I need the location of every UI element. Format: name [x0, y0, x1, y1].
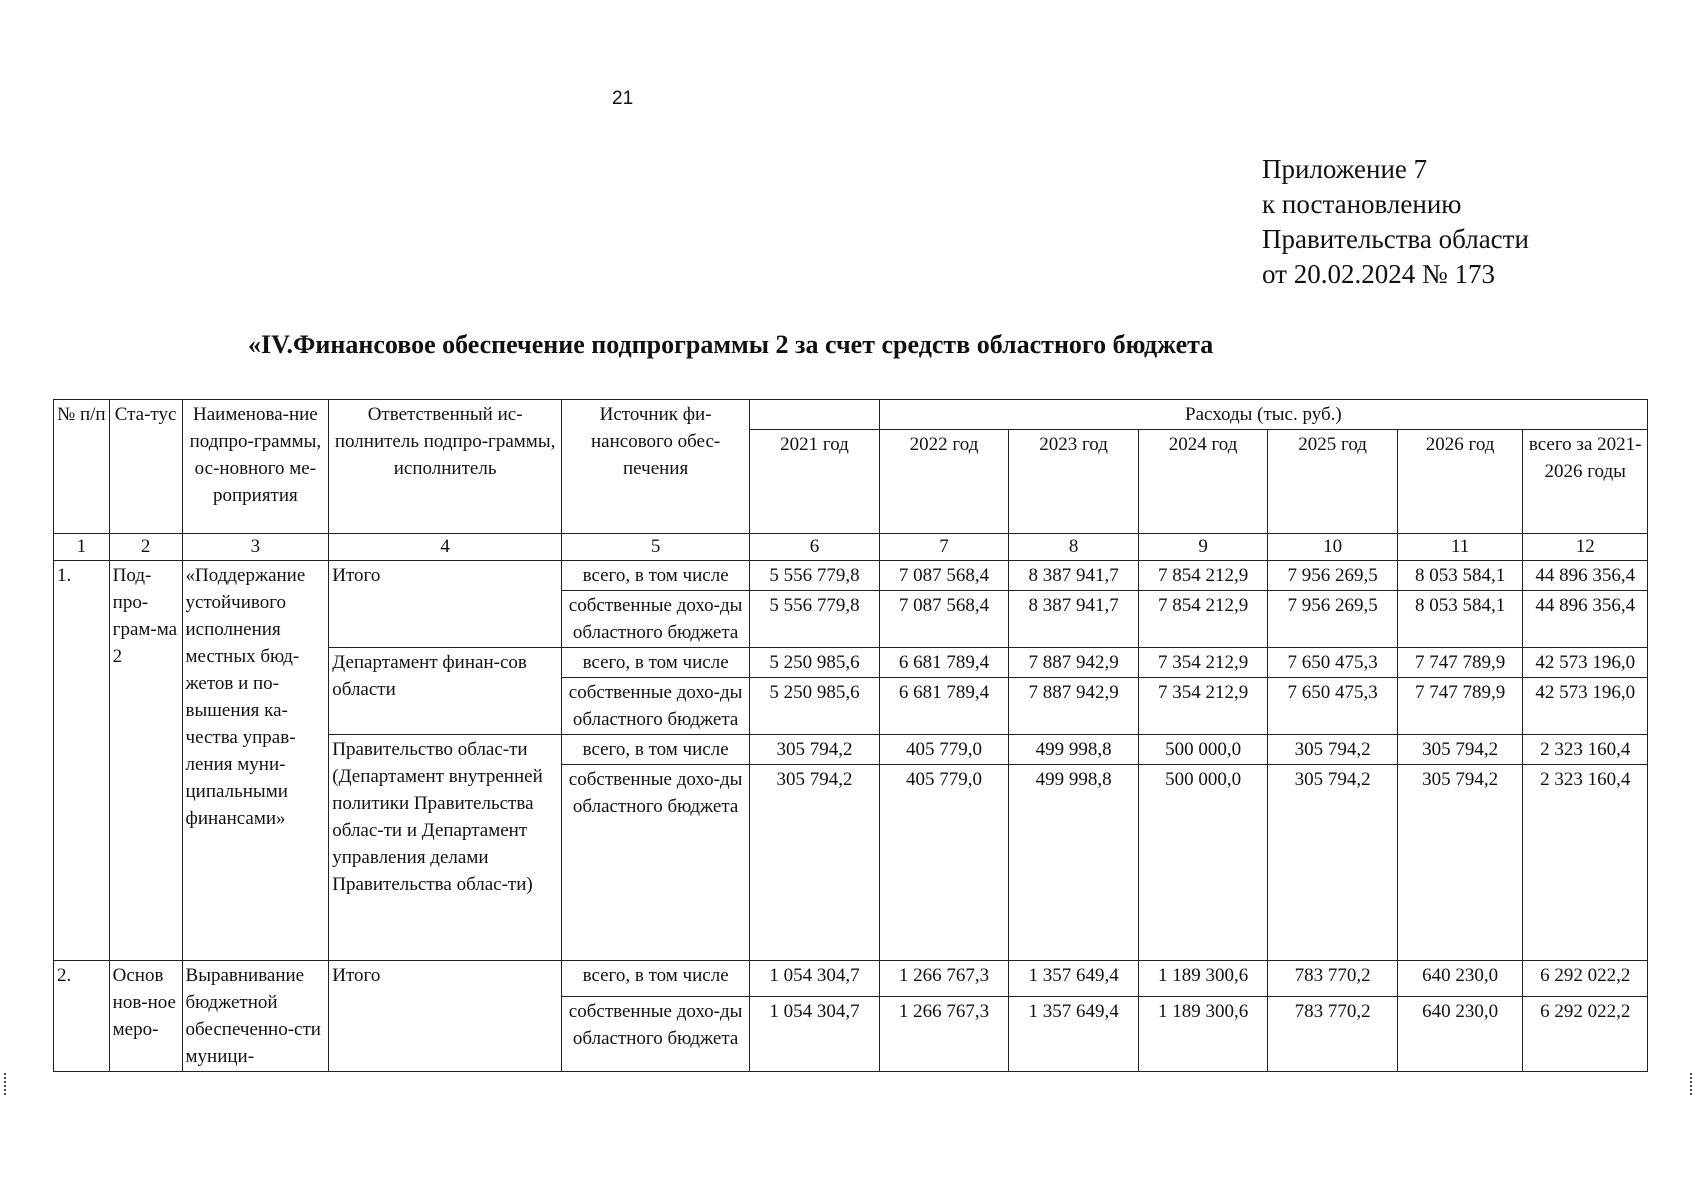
value-cell: 44 896 356,4	[1523, 561, 1648, 591]
header-num: № п/п	[54, 400, 110, 534]
row-number: 2.	[54, 961, 110, 1072]
value-cell: 7 854 212,9	[1138, 561, 1268, 591]
column-number: 7	[879, 534, 1009, 561]
scan-edge-mark	[1690, 1073, 1694, 1095]
header-blank	[750, 400, 880, 430]
column-number: 6	[750, 534, 880, 561]
value-cell: 8 387 941,7	[1009, 591, 1139, 648]
row-executor: Департамент финан-сов области	[329, 648, 562, 735]
value-cell: 1 266 767,3	[879, 961, 1009, 997]
row-source: собственные дохо-ды областного бюджета	[562, 678, 750, 735]
value-cell: 6 292 022,2	[1523, 997, 1648, 1072]
document-title: «IV.Финансовое обеспечение подпрограммы 2 за счет средств областного бюджета	[248, 330, 1214, 359]
value-cell: 305 794,2	[750, 735, 880, 765]
value-cell: 1 266 767,3	[879, 997, 1009, 1072]
row-name: «Поддержание устойчивого исполнения местных бюд-жетов и по-вышения ка-чества управ-ления муни-ципальными финансами»	[182, 561, 329, 961]
column-number: 9	[1138, 534, 1268, 561]
value-cell: 7 087 568,4	[879, 561, 1009, 591]
row-source: всего, в том числе	[562, 648, 750, 678]
row-status: Основ нов-ное меро-	[109, 961, 182, 1072]
column-number: 11	[1397, 534, 1522, 561]
row-source: собственные дохо-ды областного бюджета	[562, 765, 750, 961]
column-number: 1	[54, 534, 110, 561]
row-source: всего, в том числе	[562, 961, 750, 997]
appendix-line: Приложение 7	[1262, 154, 1428, 184]
header-status: Ста-тус	[109, 400, 182, 534]
row-executor: Итого	[329, 561, 562, 648]
value-cell: 7 887 942,9	[1009, 678, 1139, 735]
value-cell: 305 794,2	[1397, 765, 1522, 961]
row-source: собственные дохо-ды областного бюджета	[562, 997, 750, 1072]
value-cell: 500 000,0	[1138, 735, 1268, 765]
value-cell: 499 998,8	[1009, 765, 1139, 961]
header-year: 2025 год	[1268, 430, 1398, 534]
value-cell: 5 250 985,6	[750, 678, 880, 735]
value-cell: 8 387 941,7	[1009, 561, 1139, 591]
value-cell: 305 794,2	[1268, 735, 1398, 765]
value-cell: 7 354 212,9	[1138, 678, 1268, 735]
row-name: Выравнивание бюджетной обеспеченно-сти муници-	[182, 961, 329, 1072]
row-number: 1.	[54, 561, 110, 961]
row-source: собственные дохо-ды областного бюджета	[562, 591, 750, 648]
row-source: всего, в том числе	[562, 561, 750, 591]
budget-table	[53, 399, 1648, 1072]
value-cell: 7 956 269,5	[1268, 591, 1398, 648]
header-row	[54, 400, 1648, 430]
column-number: 12	[1523, 534, 1648, 561]
column-numbers-row	[54, 534, 1648, 561]
header-name: Наименова-ние подпро-граммы, ос-новного ме-роприятия	[182, 400, 329, 534]
table-row	[54, 561, 1648, 591]
value-cell: 42 573 196,0	[1523, 648, 1648, 678]
header-year: 2023 год	[1009, 430, 1139, 534]
column-number: 5	[562, 534, 750, 561]
column-number: 4	[329, 534, 562, 561]
row-status: Под-про-грам-ма 2	[109, 561, 182, 961]
value-cell: 1 054 304,7	[750, 997, 880, 1072]
header-source: Источник фи-нансового обес-печения	[562, 400, 750, 534]
value-cell: 405 779,0	[879, 765, 1009, 961]
value-cell: 7 956 269,5	[1268, 561, 1398, 591]
value-cell: 405 779,0	[879, 735, 1009, 765]
value-cell: 499 998,8	[1009, 735, 1139, 765]
header-year: 2022 год	[879, 430, 1009, 534]
header-executor: Ответственный ис-полнитель подпро-граммы, исполнитель	[329, 400, 562, 534]
appendix-block	[1262, 152, 1529, 292]
value-cell: 7 650 475,3	[1268, 648, 1398, 678]
value-cell: 5 250 985,6	[750, 648, 880, 678]
value-cell: 1 054 304,7	[750, 961, 880, 997]
column-number: 2	[109, 534, 182, 561]
header-year: 2024 год	[1138, 430, 1268, 534]
appendix-line: от 20.02.2024 № 173	[1262, 259, 1495, 289]
value-cell: 305 794,2	[1397, 735, 1522, 765]
value-cell: 783 770,2	[1268, 997, 1398, 1072]
value-cell: 42 573 196,0	[1523, 678, 1648, 735]
value-cell: 1 189 300,6	[1138, 961, 1268, 997]
row-executor: Итого	[329, 961, 562, 1072]
value-cell: 44 896 356,4	[1523, 591, 1648, 648]
value-cell: 7 887 942,9	[1009, 648, 1139, 678]
value-cell: 305 794,2	[750, 765, 880, 961]
value-cell: 1 189 300,6	[1138, 997, 1268, 1072]
header-expenses: Расходы (тыс. руб.)	[879, 400, 1647, 430]
value-cell: 7 650 475,3	[1268, 678, 1398, 735]
header-year: 2026 год	[1397, 430, 1522, 534]
header-year: 2021 год	[750, 430, 880, 534]
value-cell: 7 854 212,9	[1138, 591, 1268, 648]
value-cell: 7 747 789,9	[1397, 648, 1522, 678]
value-cell: 1 357 649,4	[1009, 961, 1139, 997]
value-cell: 500 000,0	[1138, 765, 1268, 961]
value-cell: 305 794,2	[1268, 765, 1398, 961]
table-row	[54, 961, 1648, 997]
value-cell: 6 292 022,2	[1523, 961, 1648, 997]
value-cell: 7 354 212,9	[1138, 648, 1268, 678]
value-cell: 783 770,2	[1268, 961, 1398, 997]
value-cell: 2 323 160,4	[1523, 735, 1648, 765]
value-cell: 640 230,0	[1397, 961, 1522, 997]
column-number: 8	[1009, 534, 1139, 561]
column-number: 3	[182, 534, 329, 561]
value-cell: 640 230,0	[1397, 997, 1522, 1072]
page-number: 21	[612, 88, 634, 109]
value-cell: 2 323 160,4	[1523, 765, 1648, 961]
value-cell: 5 556 779,8	[750, 591, 880, 648]
row-source: всего, в том числе	[562, 735, 750, 765]
appendix-line: Правительства области	[1262, 224, 1529, 254]
value-cell: 1 357 649,4	[1009, 997, 1139, 1072]
value-cell: 8 053 584,1	[1397, 591, 1522, 648]
row-executor: Правительство облас-ти (Департамент внутренней политики Правительства облас-ти и Департамент управления делами Правительства облас-ти)	[329, 735, 562, 961]
value-cell: 6 681 789,4	[879, 648, 1009, 678]
value-cell: 6 681 789,4	[879, 678, 1009, 735]
column-number: 10	[1268, 534, 1398, 561]
value-cell: 8 053 584,1	[1397, 561, 1522, 591]
appendix-line: к постановлению	[1262, 189, 1462, 219]
value-cell: 5 556 779,8	[750, 561, 880, 591]
value-cell: 7 087 568,4	[879, 591, 1009, 648]
value-cell: 7 747 789,9	[1397, 678, 1522, 735]
scan-edge-mark	[4, 1073, 8, 1095]
header-total: всего за 2021-2026 годы	[1523, 430, 1648, 534]
